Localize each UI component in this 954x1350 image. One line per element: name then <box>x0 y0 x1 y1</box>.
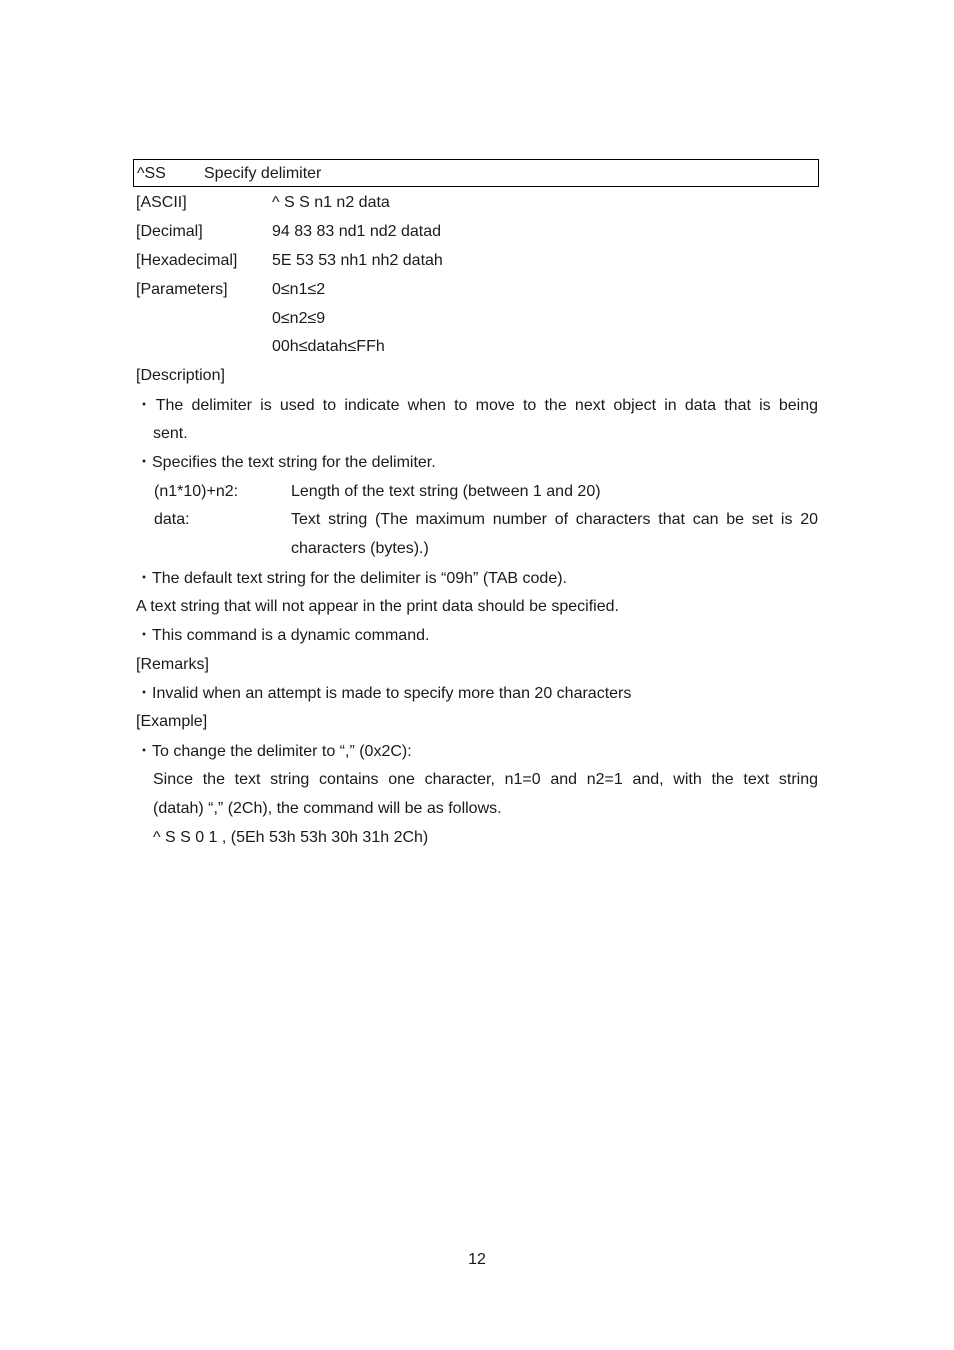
decimal-label: [Decimal] <box>136 223 203 240</box>
example-label: [Example] <box>136 713 208 730</box>
description-bullet1-line1: ・The delimiter is used to indicate when to move to the next object in data that is being <box>136 397 818 414</box>
example-line1: Since the text string contains one character, n1=0 and n2=1 and, with the text string <box>153 771 818 788</box>
description-bullet4: ・This command is a dynamic command. <box>136 627 430 644</box>
example-bullet1: ・To change the delimiter to “,” (0x2C): <box>136 743 412 760</box>
description-bullet2: ・Specifies the text string for the delimiter. <box>136 454 436 471</box>
def1-term: (n1*10)+n2: <box>154 483 239 500</box>
def2-value-line2: characters (bytes).) <box>291 540 429 557</box>
def2-term: data: <box>154 511 190 528</box>
remarks-label: [Remarks] <box>136 656 209 673</box>
remarks-bullet1: ・Invalid when an attempt is made to specify more than 20 characters <box>136 685 632 702</box>
page-number: 12 <box>468 1251 486 1268</box>
param-data: 00h≤datah≤FFh <box>272 338 385 355</box>
description-note: A text string that will not appear in the print data should be specified. <box>136 598 619 615</box>
ascii-value: ^ S S n1 n2 data <box>272 194 390 211</box>
ascii-label: [ASCII] <box>136 194 187 211</box>
description-bullet3: ・The default text string for the delimiter is “09h” (TAB code). <box>136 570 567 587</box>
params-label: [Parameters] <box>136 281 228 298</box>
description-bullet1-line2: sent. <box>153 425 188 442</box>
description-label: [Description] <box>136 367 225 384</box>
hex-label: [Hexadecimal] <box>136 252 238 269</box>
hex-value: 5E 53 53 nh1 nh2 datah <box>272 252 443 269</box>
def1-value: Length of the text string (between 1 and 20) <box>291 483 601 500</box>
param-n1: 0≤n1≤2 <box>272 281 326 298</box>
def2-value-line1: Text string (The maximum number of characters that can be set is 20 <box>291 511 818 528</box>
command-code: ^SS <box>137 165 166 182</box>
command-header-box <box>133 159 819 187</box>
example-line2: (datah) “,” (2Ch), the command will be as follows. <box>153 800 502 817</box>
command-title: Specify delimiter <box>204 165 322 182</box>
param-n2: 0≤n2≤9 <box>272 310 326 327</box>
decimal-value: 94 83 83 nd1 nd2 datad <box>272 223 442 240</box>
example-command: ^ S S 0 1 , (5Eh 53h 53h 30h 31h 2Ch) <box>153 829 429 846</box>
